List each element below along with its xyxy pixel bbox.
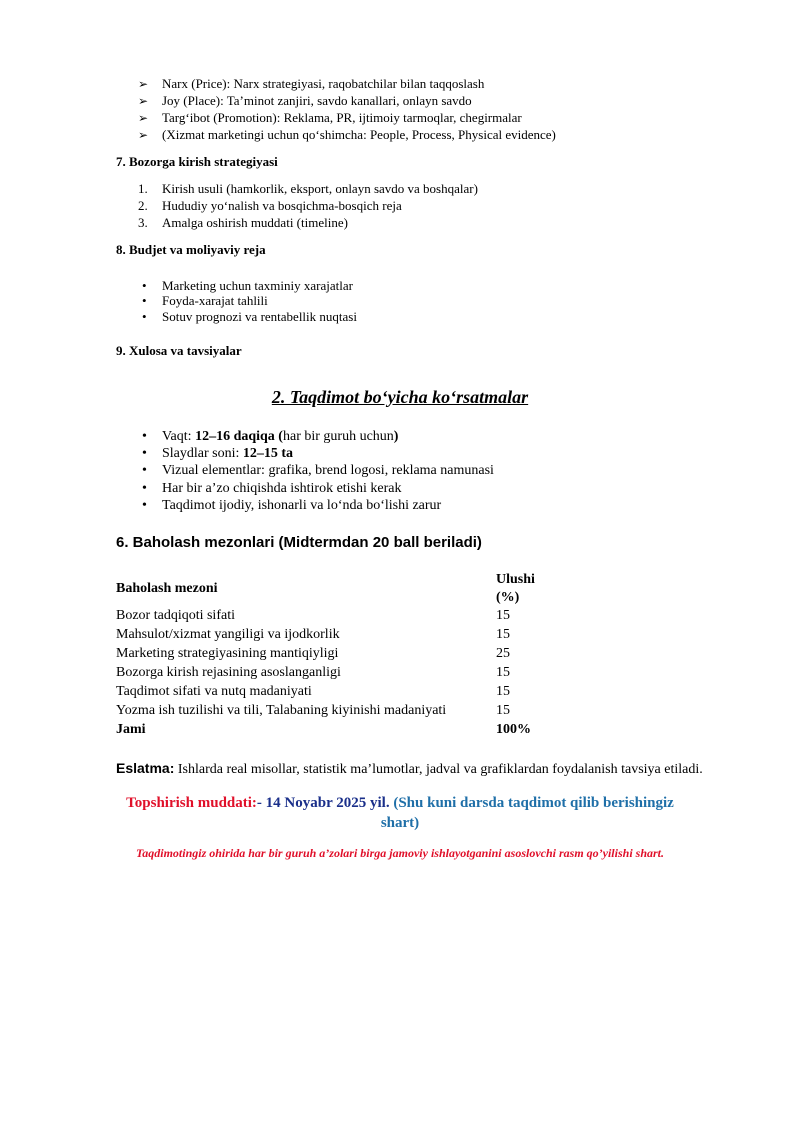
- table-cell-share: 15: [496, 684, 510, 699]
- arrow-bullet-icon: ➢: [138, 77, 149, 91]
- column-header-share-unit: (%): [496, 590, 520, 605]
- list-item: Sotuv prognozi va rentabellik nuqtasi: [162, 309, 357, 324]
- time-close: ): [393, 429, 399, 444]
- table-cell-criterion: Yozma ish tuzilishi va tili, Talabaning kiyinishi madaniyati: [116, 703, 447, 718]
- table-cell-criterion: Marketing strategiyasining mantiqiyligi: [116, 646, 339, 661]
- section-9-heading: 9. Xulosa va tavsiyalar: [116, 343, 242, 358]
- note-paragraph: [116, 760, 703, 778]
- table-total-label: Jami: [116, 722, 146, 737]
- deadline-label: Topshirish muddati:: [126, 795, 257, 811]
- list-number: 2.: [138, 198, 148, 213]
- presentation-heading: 2. Taqdimot bo‘yicha ko‘rsatmalar: [271, 387, 529, 407]
- list-item: Hududiy yo‘nalish va bosqichma-bosqich reja: [162, 198, 402, 213]
- section-8-heading: 8. Budjet va moliyaviy reja: [116, 242, 266, 257]
- bullet-icon: •: [142, 498, 147, 513]
- bullet-icon: •: [142, 278, 147, 293]
- table-total-value: 100%: [496, 722, 531, 737]
- table-cell-share: 15: [496, 703, 510, 718]
- note-label: Eslatma:: [116, 760, 175, 776]
- section-7-heading: 7. Bozorga kirish strategiyasi: [116, 154, 278, 169]
- note-text: Ishlarda real misollar, statistik ma’lumotlar, jadval va grafiklardan foydalanish tavsiya etiladi.: [174, 762, 703, 777]
- list-item: Foyda-xarajat tahlili: [162, 293, 268, 308]
- table-cell-criterion: Bozor tadqiqoti sifati: [116, 608, 235, 623]
- list-item: Joy (Place): Ta’minot zanjiri, savdo kanallari, onlayn savdo: [162, 93, 472, 108]
- table-cell-criterion: Taqdimot sifati va nutq madaniyati: [116, 684, 312, 699]
- arrow-bullet-icon: ➢: [138, 111, 149, 125]
- list-item: Vizual elementlar: grafika, brend logosi, reklama namunasi: [162, 463, 494, 478]
- time-rest: har bir guruh uchun: [282, 429, 394, 444]
- requirement-note: Taqdimotingiz ohirida har bir guruh a’zolari birga jamoviy ishlayotganini asoslovchi rasm qo’yilishi shart.: [136, 846, 664, 860]
- list-item: Narx (Price): Narx strategiyasi, raqobatchilar bilan taqqoslash: [162, 76, 485, 91]
- deadline-date: - 14 Noyabr 2025 yil.: [256, 795, 390, 811]
- grading-heading: 6. Baholash mezonlari (Midtermdan 20 ball beriladi): [116, 534, 482, 551]
- list-item: Har bir a’zo chiqishda ishtirok etishi kerak: [162, 481, 402, 496]
- list-item-slides: [162, 446, 293, 462]
- bullet-icon: •: [142, 463, 147, 478]
- table-cell-share: 15: [496, 627, 510, 642]
- list-item: (Xizmat marketingi uchun qo‘shimcha: People, Process, Physical evidence): [162, 127, 556, 142]
- arrow-bullet-icon: ➢: [138, 94, 149, 108]
- column-header-criterion: Baholash mezoni: [116, 581, 218, 596]
- column-header-share: Ulushi: [496, 572, 535, 587]
- bullet-icon: •: [142, 293, 147, 308]
- list-item: Taqdimot ijodiy, ishonarli va lo‘nda bo‘lishi zarur: [162, 498, 442, 513]
- bullet-icon: •: [142, 481, 147, 496]
- bullet-icon: •: [142, 446, 147, 461]
- slides-value: 12–15 ta: [242, 446, 294, 461]
- list-item-time: [162, 429, 398, 445]
- table-cell-criterion: Mahsulot/xizmat yangiligi va ijodkorlik: [116, 627, 340, 642]
- list-item: Targ‘ibot (Promotion): Reklama, PR, ijtimoiy tarmoqlar, chegirmalar: [162, 110, 522, 125]
- bullet-icon: •: [142, 309, 147, 324]
- table-cell-criterion: Bozorga kirish rejasining asoslanganligi: [116, 665, 341, 680]
- table-cell-share: 15: [496, 608, 510, 623]
- deadline-line: [0, 795, 800, 812]
- table-cell-share: 25: [496, 646, 510, 661]
- slides-prefix: Slaydlar soni:: [162, 446, 243, 461]
- table-cell-share: 15: [496, 665, 510, 680]
- deadline-note: (Shu kuni darsda taqdimot qilib berishingiz: [389, 795, 674, 811]
- list-item: Kirish usuli (hamkorlik, eksport, onlayn savdo va boshqalar): [162, 181, 478, 196]
- time-value: 12–16 daqiqa (: [195, 429, 283, 444]
- list-item: Amalga oshirish muddati (timeline): [162, 215, 348, 230]
- arrow-bullet-icon: ➢: [138, 128, 149, 142]
- bullet-icon: •: [142, 429, 147, 444]
- list-item: Marketing uchun taxminiy xarajatlar: [162, 278, 353, 293]
- list-number: 3.: [138, 215, 148, 230]
- deadline-note-continued: shart): [380, 815, 420, 831]
- time-prefix: Vaqt:: [162, 429, 196, 444]
- list-number: 1.: [138, 181, 148, 196]
